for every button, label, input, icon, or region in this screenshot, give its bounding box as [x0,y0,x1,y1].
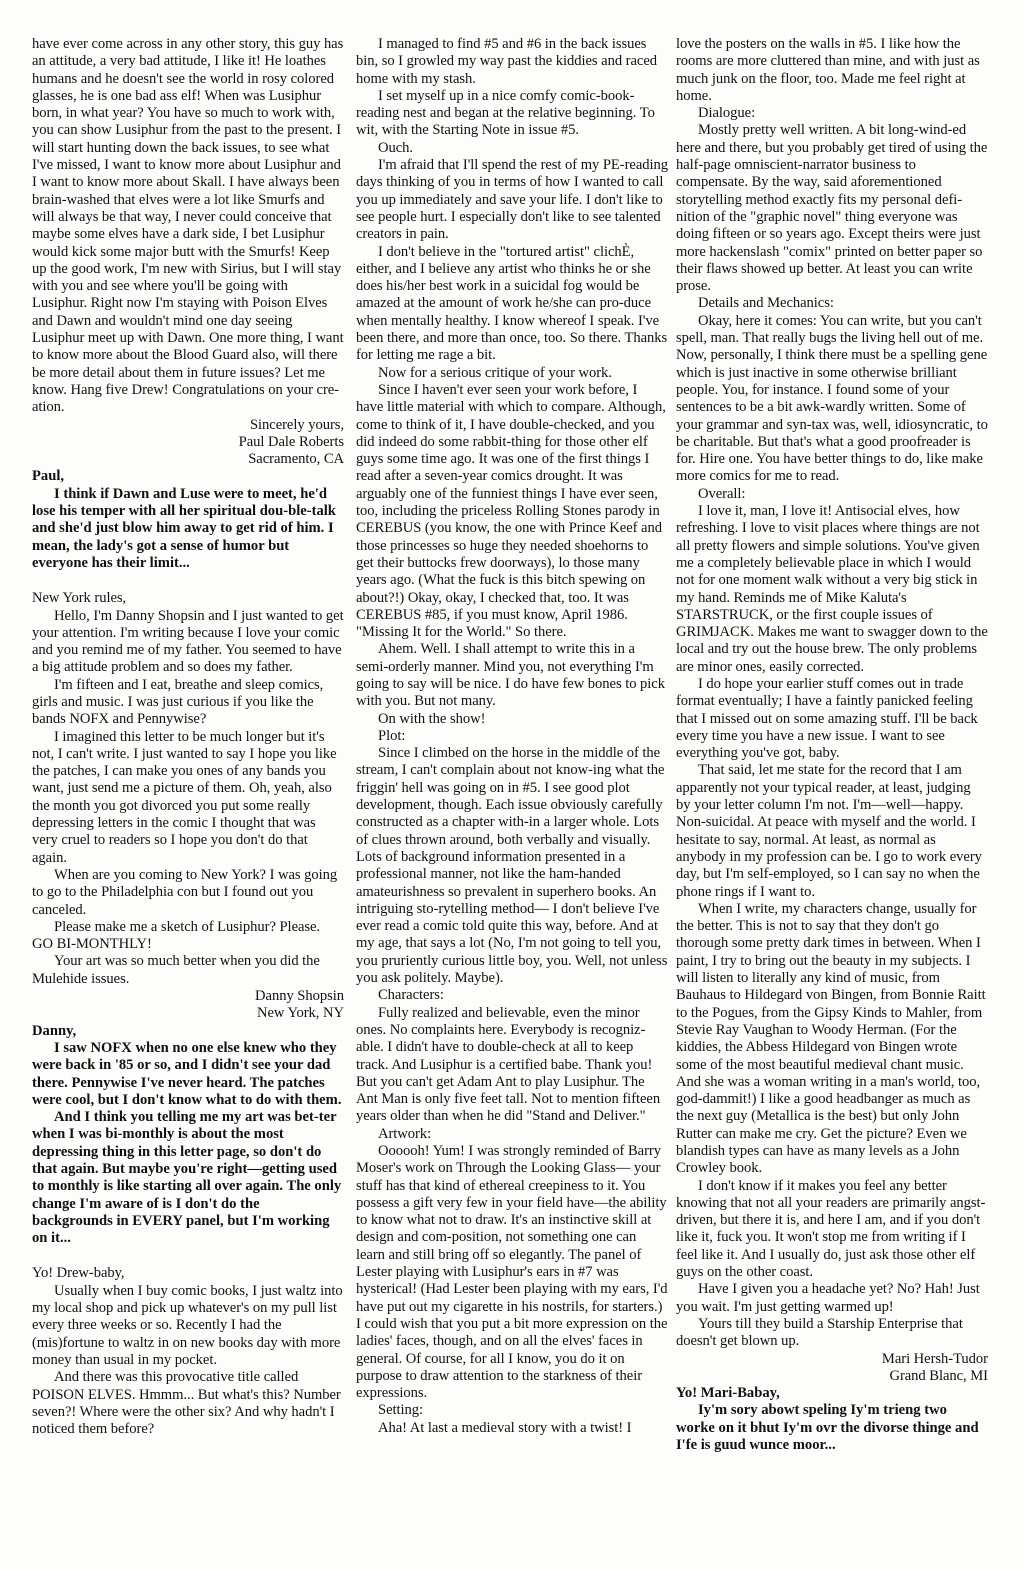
signature-line: Danny Shopsin [255,988,344,1005]
letter-paragraph: Details and Mechanics: [698,295,834,312]
letter-paragraph: I'm afraid that I'll spend the rest of my PE-reading days thinking of you in terms of how I wanted to call you up immediately and save your life. I don't like to see people hurt. I especially don't like to see talented creators in pain. [356,157,668,243]
letter-paragraph: That said, let me state for the record that I am apparently not your typical reader, at least, judging by your letter column I'm not. I'm—well—happy. Non-suicidal. At peace with myself and the world. I hesitate to say, normal. At least, as normal as anybody in my profession can be. I go to work every day, but I'm self-employed, so I can say no when the phone rings if I want to. [676,762,982,900]
letter-paragraph: Hello, I'm Danny Shopsin and I just wanted to get your attention. I'm writing because I love your comic and you remind me of my father. You seemed to have a big attitude problem and so does my father. [32,607,344,676]
letter-paragraph: I imagined this letter to be much longer but it's not, I can't write. I just wanted to say I hope you like the patches, I can make you ones of any bands you want, just send me a picture of them. Oh, yeah, also the month you got divorced you put some really depressing letters in the comic I thought that was very cruel to readers so I hope you don't do that again. [32,728,337,866]
reply-salutation: Yo! Mari-Babay, [676,1385,780,1402]
column-right [676,36,988,1454]
letter-paragraph: I set myself up in a nice comfy comic-book-reading nest and began at the relative beginning. To wit, with the Starting Note in issue #5. [356,87,655,139]
letter-signature [32,988,344,1023]
editor-reply [32,468,344,572]
signature-line: Sacramento, CA [248,451,344,468]
letter-paragraph: I managed to find #5 and #6 in the back issues bin, so I growled my way past the kiddies and raced home with my stash. [356,36,658,87]
letter-paragraph: Since I haven't ever seen your work before, I have little material with which to compare. Although, come to think of it, I have double-checked, and you did indeed do some rabbit-thing for those other elf guys some time ago. It was one of the first things I read after a seven-year comics drought. It was arguably one of the funniest things I have ever seen, too, including the priceless Rolling Stones parody in CEREBUS (you know, the one with Prince Keef and those princesses so huge they needed shoehorns to get their buttocks frew doorways), lo those many years ago. (What the fuck is this bitch spewing on about?!) Okay, okay, I checked that, too. It was CEREBUS #85, if you must know, April 1986. "Missing It for the World." So there. [356,381,666,641]
letter-paragraph: Usually when I buy comic books, I just waltz into my local shop and pick up whatever's on my pull list every three weeks or so. Recently I had the (mis)fortune to waltz in on new books day with more money than usual in my pocket. [32,1282,343,1368]
editor-reply [676,1385,988,1454]
letter-paragraph: have ever come across in any other story, this guy has an attitude, a very bad attitude, I like it! He loathes humans and he doesn't see the world in rosy colored glasses, he is one bad ass elf! When was Lusiphur born, in what year? You have so much to work with, you can show Lusiphur from the past to the present. I will start hunting down the back issues, to see what I've missed, I want to know more about Lusiphur and I want to know more about Skall. I have always been brain-washed that elves were a lot like Smurfs and will always be that way, I never could conceive that maybe some elves have a dark side, I bet Lusiphur would kick some major butt with the Smurfs! Keep up the good work, I'm new with Sirius, but I will stay with you and see where you'll be going with Lusiphur. Right now I'm staying with Poison Elves and Dawn and wouldn't mind one day seeing Lusiphur meet up with Dawn. One more thing, I want to know more about the Blood Guard also, will there be more detail about them in future issues? Let me know. Hang five Drew! Congratulations on your cre-ation. [32,36,344,416]
editor-reply [32,1023,344,1248]
column-left [32,36,344,1438]
reply-salutation: Danny, [32,1022,77,1039]
letter-paragraph: When are you coming to New York? I was going to go to the Philadelphia con but I found out you canceled. [32,866,338,918]
letter-paragraph: love the posters on the walls in #5. I like how the rooms are more cluttered than mine, and with just as much junk on the floor, too. Made me feel right at home. [676,36,980,104]
letter-paragraph: I love it, man, I love it! Antisocial elves, how refreshing. I love to visit places where things are not all pretty flowers and simple solutions. You've given me a completely believable place in which I would not for one moment walk without a very big stick in my hand. Reminds me of Mike Kaluta's STARSTRUCK, or the first couple issues of GRIMJACK. Makes me want to swagger down to the local and try out the house brew. The only problems are minor ones, easily corrected. [676,503,988,675]
letter-paragraph: Your art was so much better when you did the Mulehide issues. [32,953,320,987]
letter-paragraph: Plot: [378,727,406,744]
reply-paragraph: I saw NOFX when no one else knew who they were back in '85 or so, and I didn't see your dad there. Pennywise I've never heard. The patches were cool, but I don't know what to do with them. [32,1039,342,1108]
letter-paragraph: I do hope your earlier stuff comes out in trade format eventually; I have a faintly panicked feeling that I missed out on some amazing stuff. I'll be back every time you have a new issue. I want to see everything you've got, baby. [676,675,978,762]
letter-paragraph: Mostly pretty well written. A bit long-wind-ed here and there, but you probably get tired of using the half-page omniscient-narrator business to compensate. By the way, said aforementioned storytelling method exactly fits my personal defi-nition of the "graphic novel" thing everyone was doing fifteen or so years ago. Except theirs were just more hackenslash "comix" printed on better paper so their flaws showed up better. At least you can write prose. [676,122,988,295]
letter-signature [676,1351,988,1386]
letter-paragraph: Characters: [378,987,444,1004]
letter-paragraph: Ouch. [378,139,414,156]
letter-paragraph: I don't believe in the "tortured artist" clichÈ, either, and I believe any artist who thinks he or she does his/her best work in a suicidal fog would be amazed at the amount of work he/she can pro-duce when mentally healthy. I know whereof I speak. I've been there, and more than once, too. So there. Thanks for letting me rage a bit. [356,243,668,364]
signature-line: Paul Dale Roberts [238,433,344,450]
letter-paragraph: On with the show! [378,710,486,727]
letter-paragraph: Ahem. Well. I shall attempt to write this in a semi-orderly manner. Mind you, not everything I'm going to say will be nice. I do have few bones to pick with you. But not many. [356,641,665,710]
letter-paragraph: I'm fifteen and I eat, breathe and sleep comics, girls and music. I was just curious if you like the bands NOFX and Pennywise? [32,676,324,728]
signature-line: New York, NY [257,1005,344,1022]
letter-paragraph: Artwork: [378,1125,432,1142]
letter-salutation: Yo! Drew-baby, [32,1265,125,1282]
letter-paragraph: And there was this provocative title called POISON ELVES. Hmmm... But what's this? Number seven?! Where were the other six? And why hadn't I noticed them before? [32,1369,341,1438]
letter-paragraph: Yours till they build a Starship Enterprise that doesn't get blown up. [676,1315,963,1350]
letter-spacer [32,572,344,590]
letter-paragraph: Fully realized and believable, even the minor ones. No complaints here. Everybody is recogniz-able. I didn't have to double-check at all to keep track. And Lusiphur is a certified babe. Thank you! But you can't get Adam Ant to play Lusiphur. The Ant Man is only five feet tall. Not to mention fifteen years older than when he did "Stand and Deliver." [356,1004,661,1125]
letter-paragraph: Dialogue: [698,105,756,122]
signature-line: Grand Blanc, MI [889,1367,988,1384]
reply-paragraph: And I think you telling me my art was bet-ter when I was bi-monthly is about the most depressing thing in this letter page, so don't do that again. But maybe you're right—getting used to monthly is like starting all over again. The only change I'm aware of is I don't do the backgrounds in EVERY panel, but I'm working on it... [32,1109,342,1247]
column-middle [356,36,668,1437]
letter-paragraph: Overall: [698,485,746,502]
reply-salutation: Paul, [32,468,65,485]
letter-spacer [32,1247,344,1265]
letter-paragraph: Setting: [378,1402,424,1419]
letter-signature [32,417,344,469]
signature-line: Sincerely yours, [249,416,344,433]
letter-paragraph: Now for a serious critique of your work. [378,364,612,381]
letter-paragraph: Aha! At last a medieval story with a twist! I [378,1419,632,1436]
letter-paragraph: Have I given you a headache yet? No? Hah! Just you wait. I'm just getting warmed up! [676,1281,980,1315]
letter-paragraph: Since I climbed on the horse in the middle of the stream, I can't complain about not know-ing what the friggin' hell was going on in #5. I see good plot development, though. Each issue obviously carefully constructed as a chapter with-in a larger whole. Lots of clues thrown around, both verbally and visually. Lots of background information presented in a professional manner, not like the ham-handed amateurishness so prevalent in superhero books. An intriguing sto-rytelling method— I don't believe I've ever read a comic told quite this way, before. And at my age, that says a lot (No, I'm not going to tell you, you pruriently curious little boy, you. Well, not unless you ask politely. Maybe). [356,745,668,987]
letter-paragraph: Okay, here it comes: You can write, but you can't spell, man. That really bugs the living hell out of me. Now, personally, I think there must be a spelling gene which is just inactive in some otherwise brilliant people. You, for instance. I found some of your sentences to be a bit awk-wardly written. Some of your grammar and syn-tax was, well, idiosyncratic, to be charitable. But that's what a good proofreader is for. Hire one. You have better things to do, like make more comics for me to read. [676,312,988,485]
letter-paragraph: I don't know if it makes you feel any better knowing that not all your readers are primarily angst-driven, but there it is, and here I am, and if you don't like it, fuck you. It won't stop me from writing if I feel like it. And I usually do, just ask those other elf guys on the other coast. [676,1177,986,1281]
letter-paragraph: When I write, my characters change, usually for the better. This is not to say that they don't go thorough some pretty dark times in between. When I paint, I try to bring out the beauty in my subjects. I will listen to literally any kind of music, from Bauhaus to Hildegard von Bingen, from Bonnie Raitt to the Pogues, from the Gipsy Kinds to Mahler, from Stevie Ray Vaughan to Woody Herman. (For the kiddies, the Abbess Hildegard von Bingen wrote some of the most beautiful medieval chant music. And she was a woman writing in a man's world, too, god-dammit!) I like a good headbanger as much as the next guy (Metallica is the best) but only John Rutter can make me cry. Get the picture? Even we blandish types can have as many levels as a John Crowley book. [676,900,986,1177]
reply-paragraph: I think if Dawn and Luse were to meet, he'd lose his temper with all her spiritual dou-ble-talk and she'd just blow him away to get rid of him. I mean, the lady's got a sense of humor but everyone has their limit... [32,485,336,571]
letter-paragraph: Oooooh! Yum! I was strongly reminded of Barry Moser's work on Through the Looking Glass— your stuff has that kind of ethereal creepiness to it. You possess a gift very few in your field have—the ability to know what not to draw. It's an instinctive skill at design and com-position, not something one can learn and still bring off so elegantly. The panel of Lester playing with Lusiphur's ears in #7 was hysterical! (Had Lester been playing with my ears, I'd have put out my cigarette in his nostrils, for starters.) I could wish that you put a bit more expression on the ladies' faces, though, and on all the elves' faces in general. Of course, for all I know, you do it on purpose to draw attention to the starkness of their expressions. [356,1143,668,1402]
letter-salutation: New York rules, [32,590,127,607]
signature-line: Mari Hersh-Tudor [881,1350,988,1367]
reply-paragraph: Iy'm sory abowt speling Iy'm trieng two worke on it bhut Iy'm ovr the divorse thinge and I'fe is guud wunce moor... [676,1402,979,1454]
letter-paragraph: Please make me a sketch of Lusiphur? Please. GO BI-MONTHLY! [32,918,321,953]
